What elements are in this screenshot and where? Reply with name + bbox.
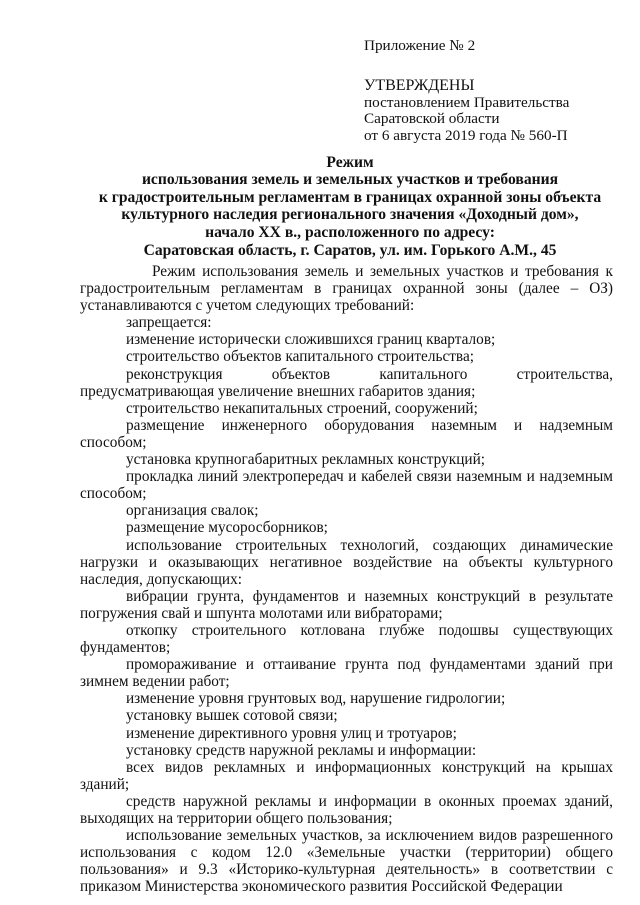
paragraph: организация свалок; [126, 502, 259, 520]
paragraph: средств наружной рекламы и информации в оконных проемах зданий, выходящих на территории общего пользования; [80, 792, 613, 827]
annex-number: Приложение № 2 [364, 37, 476, 54]
approval-line: Саратовской области [364, 110, 500, 127]
paragraph: использование строительных технологий, создающих динамические нагрузки и оказывающих негативное воздействие на объекты культурного наследия, допускающих: [80, 536, 613, 588]
paragraph: Режим использования земель и земельных участков и требования к градостроительным регламентам в границах охранной зоны (далее – ОЗ) устанавливаются с учетом следующих требований: [80, 263, 613, 315]
approval-line: от 6 августа 2019 года № 560-П [364, 126, 568, 144]
paragraph: установку вышек сотовой связи; [126, 707, 338, 725]
paragraph: изменение исторически сложившихся границ кварталов; [126, 331, 496, 349]
paragraph: реконструкция объектов капитального строительства, предусматривающая увеличение внешних габаритов здания; [80, 365, 613, 400]
title-line: культурного наследия регионального значения «Доходный дом», [121, 206, 579, 224]
paragraph: прокладка линий электропередач и кабелей связи наземным и надземным способом; [80, 468, 613, 503]
paragraph: строительство объектов капитального строительства; [126, 348, 474, 366]
paragraph: всех видов рекламных и информационных конструкций на крышах зданий; [80, 758, 613, 793]
document-title [50, 154, 640, 259]
title-line: использования земель и земельных участков и требования [141, 171, 559, 189]
approval-block [364, 38, 569, 144]
paragraph: откопку строительного котлована глубже подошвы существующих фундаментов; [80, 621, 613, 657]
title-line: Саратовская область, г. Саратов, ул. им. Горького А.М., 45 [143, 242, 557, 260]
paragraph: изменение директивного уровня улиц и тротуаров; [126, 724, 457, 742]
paragraph: размещение инженерного оборудования наземным и надземным способом; [80, 416, 613, 451]
paragraph: изменение уровня грунтовых вод, нарушение гидрологии; [126, 690, 506, 708]
title-line: начало XX в., расположенного по адресу: [205, 223, 495, 241]
paragraph: использование земельных участков, за исключением видов разрешенного использования с кодом 12.0 «Земельные участки (территории) общего пользования» и 9.3 «Историко-культурная деятельность» в соответствии с приказом Министерства экономического развития Российской Федерации [80, 827, 613, 896]
paragraph: установка крупногабаритных рекламных конструкций; [126, 451, 486, 469]
paragraph: строительство некапитальных строений, сооружений; [126, 399, 478, 417]
paragraph: запрещается: [126, 314, 212, 332]
title-line: Режим [326, 154, 374, 171]
paragraph: установку средств наружной рекламы и информации: [126, 741, 477, 759]
paragraph: размещение мусоросборников; [126, 519, 328, 537]
document-body [80, 263, 613, 895]
approved-label: УТВЕРЖДЕНЫ [364, 76, 475, 94]
paragraph: вибрации грунта, фундаментов и наземных конструкций в результате погружения свай и шпунта молотами или вибраторами; [80, 587, 613, 622]
paragraph: промораживание и оттаивание грунта под фундаментами зданий при зимнем ведении работ; [80, 656, 613, 691]
title-line: к градостроительным регламентам в границах охранной зоны объекта [98, 188, 602, 206]
approval-line: постановлением Правительства [364, 93, 570, 111]
